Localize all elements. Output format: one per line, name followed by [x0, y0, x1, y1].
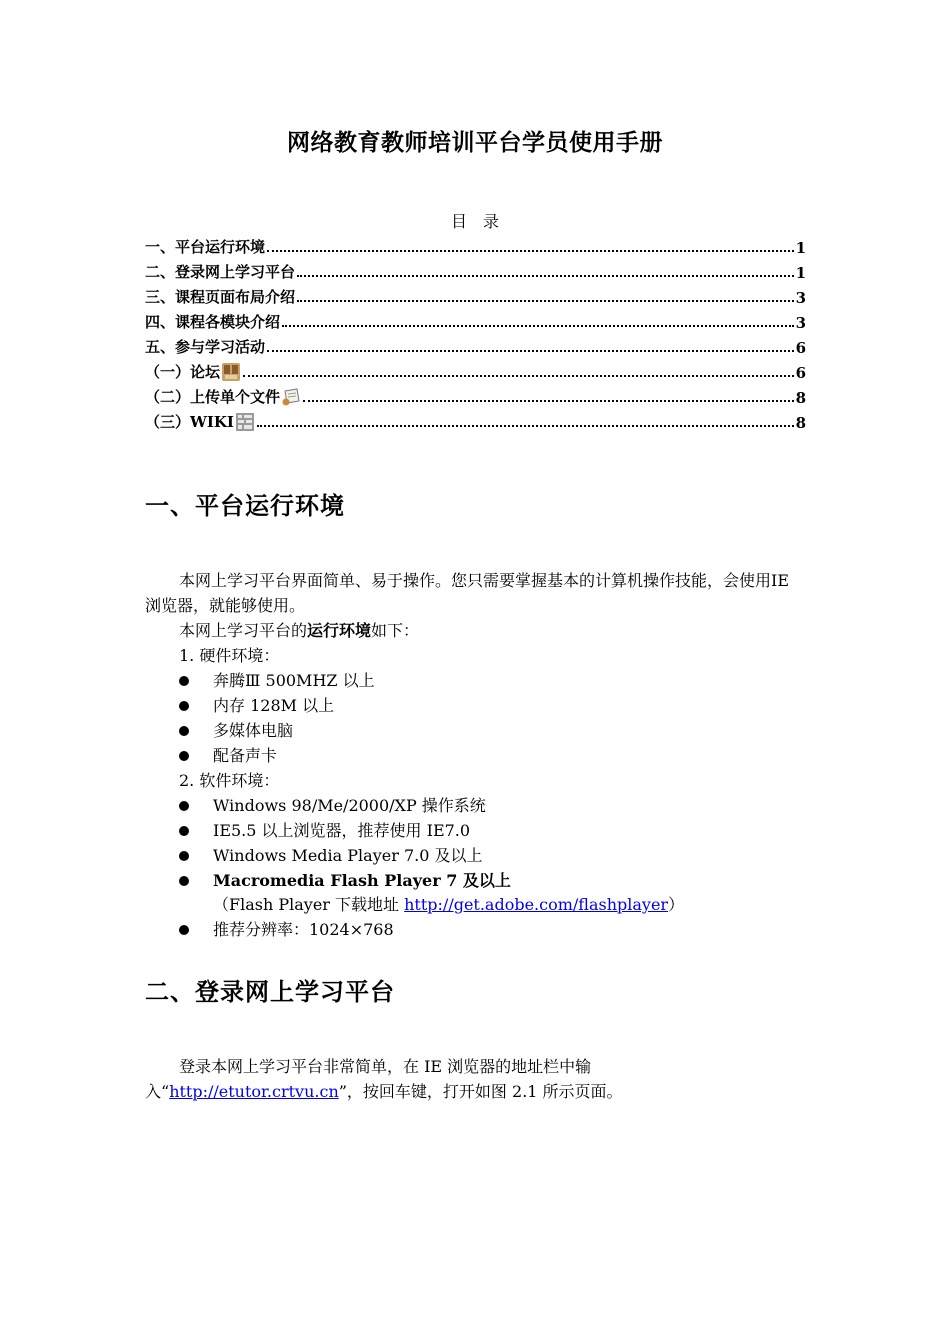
- list-item-text: 多媒体电脑: [213, 721, 294, 740]
- platform-url-link[interactable]: http://etutor.crtvu.cn: [169, 1082, 339, 1101]
- flash-note-suffix: ）: [668, 895, 685, 914]
- list-item-text: 配备声卡: [213, 746, 278, 765]
- toc-heading: [0, 209, 950, 232]
- paragraph-login: [145, 1054, 806, 1104]
- toc-entry-label-wrap: [145, 386, 301, 407]
- hardware-label: 1. 硬件环境：: [179, 646, 280, 665]
- section-heading-environment: 一、平台运行环境: [145, 491, 345, 520]
- bullet-icon: [179, 701, 189, 711]
- paragraph-environment-lead: [179, 618, 419, 643]
- toc-entry[interactable]: [145, 382, 806, 407]
- toc-entry[interactable]: [145, 232, 806, 257]
- toc-leader-dots: [267, 350, 794, 352]
- bullet-icon: [179, 751, 189, 761]
- software-label: 2. 软件环境：: [179, 771, 280, 790]
- environment-lead-text: 本网上学习平台的: [179, 621, 308, 640]
- section-heading-login: 二、登录网上学习平台: [145, 977, 395, 1006]
- toc-entry-label: （三）WIKI: [145, 413, 234, 431]
- toc-entry-page: 1: [795, 264, 806, 282]
- toc-entry[interactable]: [145, 257, 806, 282]
- toc-entry[interactable]: [145, 282, 806, 307]
- toc-entry-label: （二）上传单个文件: [145, 388, 281, 406]
- list-item-text: 内存 128M 以上: [213, 696, 335, 715]
- toc-entry-label: （一）论坛: [145, 363, 221, 381]
- list-item-text: Windows 98/Me/2000/XP 操作系统: [213, 796, 486, 815]
- toc-entry-label-wrap: [145, 411, 255, 432]
- toc-entry[interactable]: [145, 332, 806, 357]
- toc-leader-dots: [243, 375, 794, 377]
- toc-leader-dots: [267, 250, 794, 252]
- document-title: 网络教育教师培训平台学员使用手册: [287, 129, 663, 156]
- paragraph-intro: 本网上学习平台界面简单、易于操作。您只需要掌握基本的计算机操作技能，会使用IE 浏览器，就能够使用。: [145, 571, 790, 615]
- bullet-icon: [179, 726, 189, 736]
- bullet-icon: [179, 925, 189, 935]
- toc-entry-page: 8: [795, 389, 806, 407]
- toc-entry-label: 一、平台运行环境: [145, 238, 266, 256]
- toc-entry-page: 8: [795, 414, 806, 432]
- bullet-icon: [179, 676, 189, 686]
- toc-leader-dots: [282, 325, 794, 327]
- toc-leader-dots: [297, 300, 794, 302]
- toc-leader-dots: [257, 425, 794, 427]
- list-item-text: IE5.5 以上浏览器，推荐使用 IE7.0: [213, 821, 471, 840]
- toc-entry[interactable]: [145, 357, 806, 382]
- upload-file-icon: [281, 387, 301, 407]
- bullet-icon: [179, 826, 189, 836]
- forum-icon: [221, 362, 241, 382]
- flash-download-note: [213, 892, 684, 917]
- toc-entry-label-wrap: [145, 361, 241, 382]
- list-item-text: 奔腾Ⅲ 500MHZ 以上: [213, 671, 375, 690]
- toc-entry-label: 四、课程各模块介绍: [145, 313, 281, 331]
- flash-note-prefix: （Flash Player 下载地址: [213, 895, 405, 914]
- toc-entry[interactable]: [145, 307, 806, 332]
- login-text-prefix: 登录本网上学习平台非常简单，在 IE 浏览器的地址栏中输入“: [145, 1057, 592, 1101]
- toc-entry-label: 三、课程页面布局介绍: [145, 288, 296, 306]
- toc-entry-label: 五、参与学习活动: [145, 338, 266, 356]
- toc-leader-dots: [297, 275, 794, 277]
- toc-heading-char-2: 录: [483, 212, 500, 231]
- toc-entry-page: 3: [795, 314, 806, 332]
- toc-leader-dots: [303, 400, 794, 402]
- toc-entry-page: 6: [795, 364, 806, 382]
- toc-entry[interactable]: [145, 407, 806, 432]
- list-item-text: Macromedia Flash Player 7 及以上: [213, 871, 511, 890]
- bullet-icon: [179, 876, 189, 886]
- list-item-text: 推荐分辨率：1024×768: [213, 920, 394, 939]
- environment-lead-bold: 运行环境: [307, 621, 372, 640]
- toc-entry-page: 3: [795, 289, 806, 307]
- toc-heading-char-1: 目: [450, 212, 467, 231]
- toc-entry-label: 二、登录网上学习平台: [145, 263, 296, 281]
- flash-download-link[interactable]: http://get.adobe.com/flashplayer: [404, 895, 669, 914]
- bullet-icon: [179, 801, 189, 811]
- table-of-contents: [145, 232, 806, 432]
- environment-lead-suffix: 如下：: [371, 621, 420, 640]
- toc-entry-page: 1: [795, 239, 806, 257]
- login-text-suffix: ”，按回车键，打开如图 2.1 所示页面。: [338, 1082, 623, 1101]
- wiki-icon: [235, 412, 255, 432]
- list-item-text: Windows Media Player 7.0 及以上: [213, 846, 483, 865]
- bullet-icon: [179, 851, 189, 861]
- toc-entry-page: 6: [795, 339, 806, 357]
